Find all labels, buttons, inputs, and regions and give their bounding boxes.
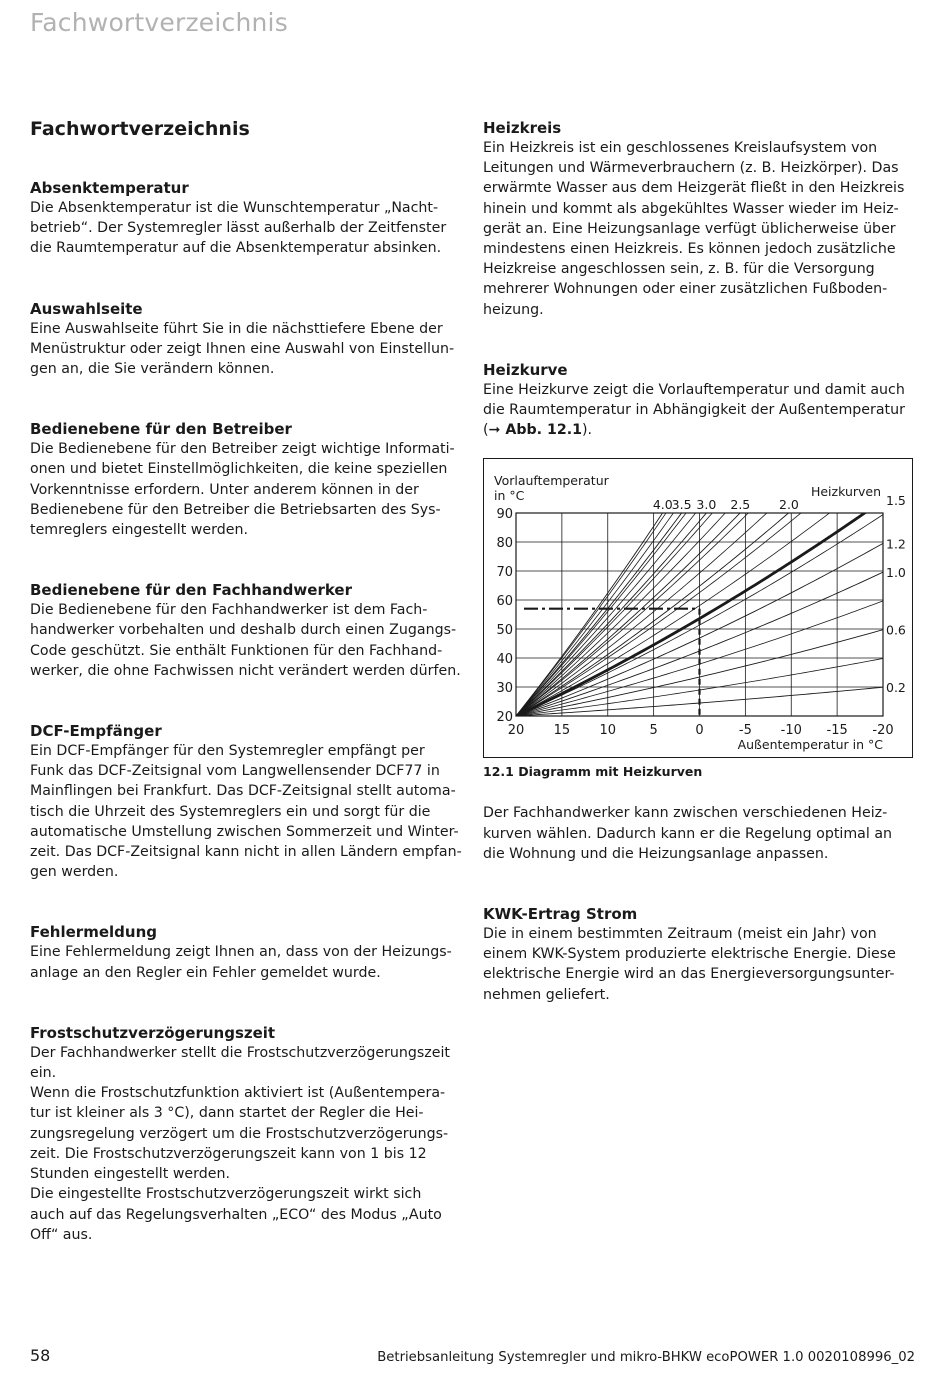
entry-term: Frostschutzverzögerungszeit [30, 1023, 276, 1042]
curve-label-3-0: 3.0 [696, 497, 717, 513]
entry-term: Heizkurve [483, 360, 568, 379]
entry-term: Fehlermeldung [30, 923, 157, 942]
entry-definition: Eine Fehlermeldung zeigt Ihnen an, dass von der Heizungs- anlage an den Regler ein Fehler gemeldet wurde. [30, 944, 452, 981]
y-tick-label: 50 [496, 623, 513, 639]
y-tick-label: 90 [496, 507, 513, 523]
paragraph-text: Der Fachhandwerker kann zwischen verschiedenen Heiz- kurven wählen. Dadurch kann er die Regelung optimal an die Wohnung und die Heizungsanlage anpassen. [483, 805, 893, 862]
glossary-entry-frostschutzverzoegerungszeit [30, 1023, 468, 1245]
glossary-entry-absenktemperatur [30, 178, 468, 259]
legend-title: Heizkurven [810, 484, 882, 500]
entry-definition: Ein Heizkreis ist ein geschlossenes Kreislaufsystem von Leitungen und Wärmeverbrauchern (z. B. Heizkörper). Das erwärmte Wasser aus dem Heizgerät fließt in den Heizkreis hinein und kommt als abgekühltes Wasser wieder im Heiz- gerät an. Eine Heizungsanlage verfügt üblicherweise über mindestens einen Heizkreis. Es können jedoch zusätzliche Heizkreise angeschlossen sein, z. B. für die Versorgung mehrerer Wohnungen oder einer zusätzlichen Fußboden- heizung. [483, 140, 905, 318]
footer-document-title: Betriebsanleitung Systemregler und mikro-BHKW ecoPOWER 1.0 0020108996_02 [377, 1350, 915, 1365]
curve-label-2-5: 2.5 [730, 497, 751, 513]
glossary-entry-fehlermeldung [30, 922, 468, 982]
y-axis-title: Vorlauftemperatur [494, 473, 609, 489]
glossary-entry-bedienebene-betreiber [30, 419, 468, 540]
figure-caption: 12.1 Diagramm mit Heizkurven [483, 764, 703, 780]
running-header-title: Fachwortverzeichnis [30, 8, 288, 37]
glossary-entry-bedienebene-fachhandwerker [30, 580, 468, 681]
curve-label-1-5: 1.5 [886, 493, 906, 509]
y-tick-label: 20 [496, 710, 513, 726]
left-column [30, 118, 468, 1285]
x-tick-label: -5 [738, 723, 752, 739]
entry-term: Auswahlseite [30, 299, 143, 318]
glossary-entry-auswahlseite [30, 299, 468, 380]
entry-term: Bedienebene für den Betreiber [30, 420, 292, 439]
definition-text-before: Eine Heizkurve zeigt die Vorlauftemperatur und damit auch die Raumtemperatur in Abhängigkeit der Außentemperatur ( [483, 381, 905, 439]
curve-label-0-6: 0.6 [886, 623, 906, 639]
page-title: Fachwortverzeichnis [30, 118, 250, 140]
entry-definition: Die Absenktemperatur ist die Wunschtemperatur „Nacht- betrieb“. Der Systemregler lässt außerhalb der Zeitfenster die Raumtemperatur auf die Absenktemperatur absinken. [30, 200, 447, 257]
entry-definition: Der Fachhandwerker stellt die Frostschutzverzögerungszeit ein. Wenn die Frostschutzfunktion aktiviert ist (Außentempera- tur ist kleiner als 3 °C), dann startet der Regler die Hei- zungsregelung verzögert um die Frostschutzverzögerungs- zeit. Die Frostschutzverzögerungszeit kann von 1 bis 12 Stunden eingestellt werden. Die eingestellte Frostschutzverzögerungszeit wirkt sich auch auf das Regelungsverhalten „ECO“ des Modus „Auto Off“ aus. [30, 1044, 450, 1243]
x-tick-label: -15 [826, 723, 848, 739]
y-axis-unit: in °C [494, 488, 525, 504]
x-tick-label: -10 [780, 723, 802, 739]
x-tick-label: 0 [695, 723, 704, 739]
entry-definition: Eine Auswahlseite führt Sie in die nächsttiefere Ebene der Menüstruktur oder zeigt Ihnen eine Auswahl von Einstellun- gen an, die Sie verändern können. [30, 320, 455, 378]
curve-label-0-2: 0.2 [886, 680, 906, 696]
entry-term: Heizkreis [483, 119, 562, 137]
y-tick-label: 40 [496, 652, 513, 668]
glossary-entry-kwk-ertrag-strom [483, 904, 917, 1005]
x-tick-label: 20 [507, 723, 525, 739]
figure-reference-link[interactable]: ➞ Abb. 12.1 [488, 422, 582, 439]
entry-term: Bedienebene für den Fachhandwerker [30, 581, 352, 600]
y-tick-label: 70 [496, 565, 513, 581]
heizkurven-chart [484, 459, 914, 759]
y-tick-label: 60 [496, 594, 513, 610]
x-tick-label: 15 [553, 723, 571, 739]
curve-label-1-2: 1.2 [886, 536, 906, 552]
glossary-entry-dcf-empfaenger [30, 721, 468, 882]
curve-label-2-0: 2.0 [779, 497, 799, 513]
y-tick-label: 80 [496, 536, 513, 552]
entry-term: KWK-Ertrag Strom [483, 905, 638, 924]
y-tick-label: 30 [496, 681, 513, 697]
entry-definition: Die in einem bestimmten Zeitraum (meist ein Jahr) von einem KWK-System produzierte elektrische Energie. Diese elektrische Energie wird an das Energieversorgungsunter- nehmen geliefert. [483, 926, 896, 1003]
glossary-entry-heizkurve [483, 360, 917, 441]
heizkurve-followup-paragraph [483, 803, 917, 864]
heizkurven-diagram [483, 458, 913, 758]
x-tick-label: 10 [599, 723, 617, 739]
curve-label-3-5: 3.5 [671, 497, 692, 513]
definition-text-after: ). [582, 422, 593, 439]
entry-term: Absenktemperatur [30, 179, 189, 197]
x-axis-title: Außentemperatur in °C [737, 737, 883, 753]
x-tick-label: 5 [649, 723, 658, 739]
x-tick-label: -20 [872, 723, 894, 739]
entry-definition [483, 380, 917, 441]
glossary-entry-heizkreis [483, 118, 917, 320]
page-number: 58 [30, 1346, 51, 1365]
right-column [483, 118, 917, 1045]
entry-definition: Die Bedienebene für den Betreiber zeigt wichtige Informati- onen und bietet Einstellmöglichkeiten, die keine speziellen Vorkenntnisse erfordern. Unter anderem können in der Bedienebene für den Betreiber die Betriebsarten des Sys- temreglers eingestellt werden. [30, 441, 455, 539]
curve-label-1-0: 1.0 [886, 565, 906, 581]
curve-label-4-0: 4.0 [652, 497, 673, 513]
entry-definition: Die Bedienebene für den Fachhandwerker ist dem Fach- handwerker vorbehalten und deshalb durch einen Zugangs- Code geschützt. Sie enthält Funktionen für den Fachhand- werker, die ohne Fachwissen nicht verändert werden dürfen. [30, 602, 461, 679]
entry-definition: Ein DCF-Empfänger für den Systemregler empfängt per Funk das DCF-Zeitsignal vom Langwellensender DCF77 in Mainflingen bei Frankfurt. Das DCF-Zeitsignal stellt automa- tisch die Uhrzeit des Systemreglers ein und sorgt für die automatische Umstellung zwischen Sommerzeit und Winter- zeit. Das DCF-Zeitsignal kann nicht in allen Ländern empfan- gen werden. [30, 743, 462, 881]
entry-term: DCF-Empfänger [30, 722, 162, 741]
